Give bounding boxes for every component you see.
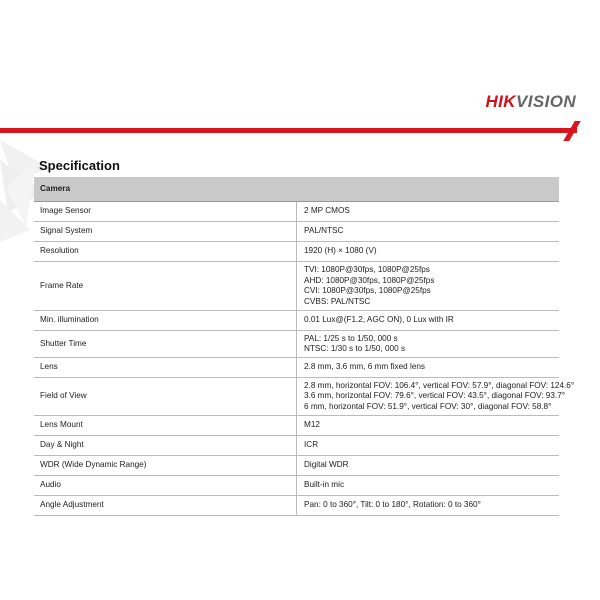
- value-line: M12: [304, 420, 320, 430]
- table-row: [34, 378, 559, 416]
- row-value: [297, 436, 560, 456]
- row-value: [297, 202, 560, 222]
- row-label: Day & Night: [34, 436, 297, 456]
- value-line: 1920 (H) × 1080 (V): [304, 246, 377, 256]
- value-line: 3.6 mm, horizontal FOV: 79.6°, vertical FOV: 43.5°, diagonal FOV: 93.7°: [304, 391, 566, 401]
- row-value: [297, 456, 560, 476]
- table-row: [34, 242, 559, 262]
- value-line: CVBS: PAL/NTSC: [304, 296, 371, 306]
- page-title: Specification: [39, 158, 120, 173]
- table-row: [34, 331, 559, 358]
- value-line: PAL/NTSC: [304, 226, 344, 236]
- row-value: [297, 476, 560, 496]
- hikvision-logo: [485, 92, 576, 112]
- value-line: TVI: 1080P@30fps, 1080P@25fps: [304, 265, 430, 274]
- row-label: Audio: [34, 476, 297, 496]
- section-header: Camera: [34, 177, 559, 202]
- table-row: [34, 311, 559, 331]
- logo-prefix: HIK: [485, 92, 516, 111]
- row-value: [297, 262, 560, 311]
- table-row: [34, 496, 559, 516]
- value-line: Pan: 0 to 360°, Tilt: 0 to 180°, Rotation: 0 to 360°: [304, 500, 481, 510]
- table-row: [34, 202, 559, 222]
- value-line: Digital WDR: [304, 460, 349, 470]
- table-row: [34, 416, 559, 436]
- row-value: [297, 242, 560, 262]
- value-line: 0.01 Lux@(F1.2, AGC ON), 0 Lux with IR: [304, 315, 454, 325]
- value-line: CVI: 1080P@30fps, 1080P@25fps: [304, 286, 431, 295]
- row-value: [297, 358, 560, 378]
- spec-table: [34, 177, 575, 516]
- value-line: NTSC: 1/30 s to 1/50, 000 s: [304, 344, 406, 353]
- value-line: PAL: 1/25 s to 1/50, 000 s: [304, 333, 398, 343]
- row-value: [297, 222, 560, 242]
- table-row: [34, 262, 559, 311]
- header-red-rule: [0, 128, 577, 133]
- row-label: Resolution: [34, 242, 297, 262]
- row-value: [297, 496, 560, 516]
- row-label: Lens Mount: [34, 416, 297, 436]
- row-label: Frame Rate: [34, 262, 297, 311]
- row-label: WDR (Wide Dynamic Range): [34, 456, 297, 476]
- row-label: Min. illumination: [34, 311, 297, 331]
- table-row: [34, 436, 559, 456]
- value-line: 2.8 mm, horizontal FOV: 106.4°, vertical FOV: 57.9°, diagonal FOV: 124.6°: [304, 380, 575, 390]
- row-label: Image Sensor: [34, 202, 297, 222]
- value-line: 2.8 mm, 3.6 mm, 6 mm fixed lens: [304, 362, 426, 372]
- logo-suffix: VISION: [515, 92, 576, 111]
- value-line: 6 mm, horizontal FOV: 51.9°, vertical FOV: 30°, diagonal FOV: 58.8°: [304, 401, 552, 411]
- row-value: [297, 331, 560, 358]
- value-line: AHD: 1080P@30fps, 1080P@25fps: [304, 275, 435, 285]
- row-label: Lens: [34, 358, 297, 378]
- table-row: [34, 222, 559, 242]
- section-header-row: [34, 177, 559, 202]
- row-label: Shutter Time: [34, 331, 297, 358]
- row-label: Signal System: [34, 222, 297, 242]
- table-row: [34, 476, 559, 496]
- row-value: [297, 416, 560, 436]
- row-value: [297, 378, 575, 416]
- value-line: Built-in mic: [304, 480, 345, 490]
- row-label: Angle Adjustment: [34, 496, 297, 516]
- row-value: [297, 311, 560, 331]
- table-row: [34, 358, 559, 378]
- value-line: ICR: [304, 440, 319, 450]
- value-line: 2 MP CMOS: [304, 206, 350, 216]
- row-label: Field of View: [34, 378, 297, 416]
- table-row: [34, 456, 559, 476]
